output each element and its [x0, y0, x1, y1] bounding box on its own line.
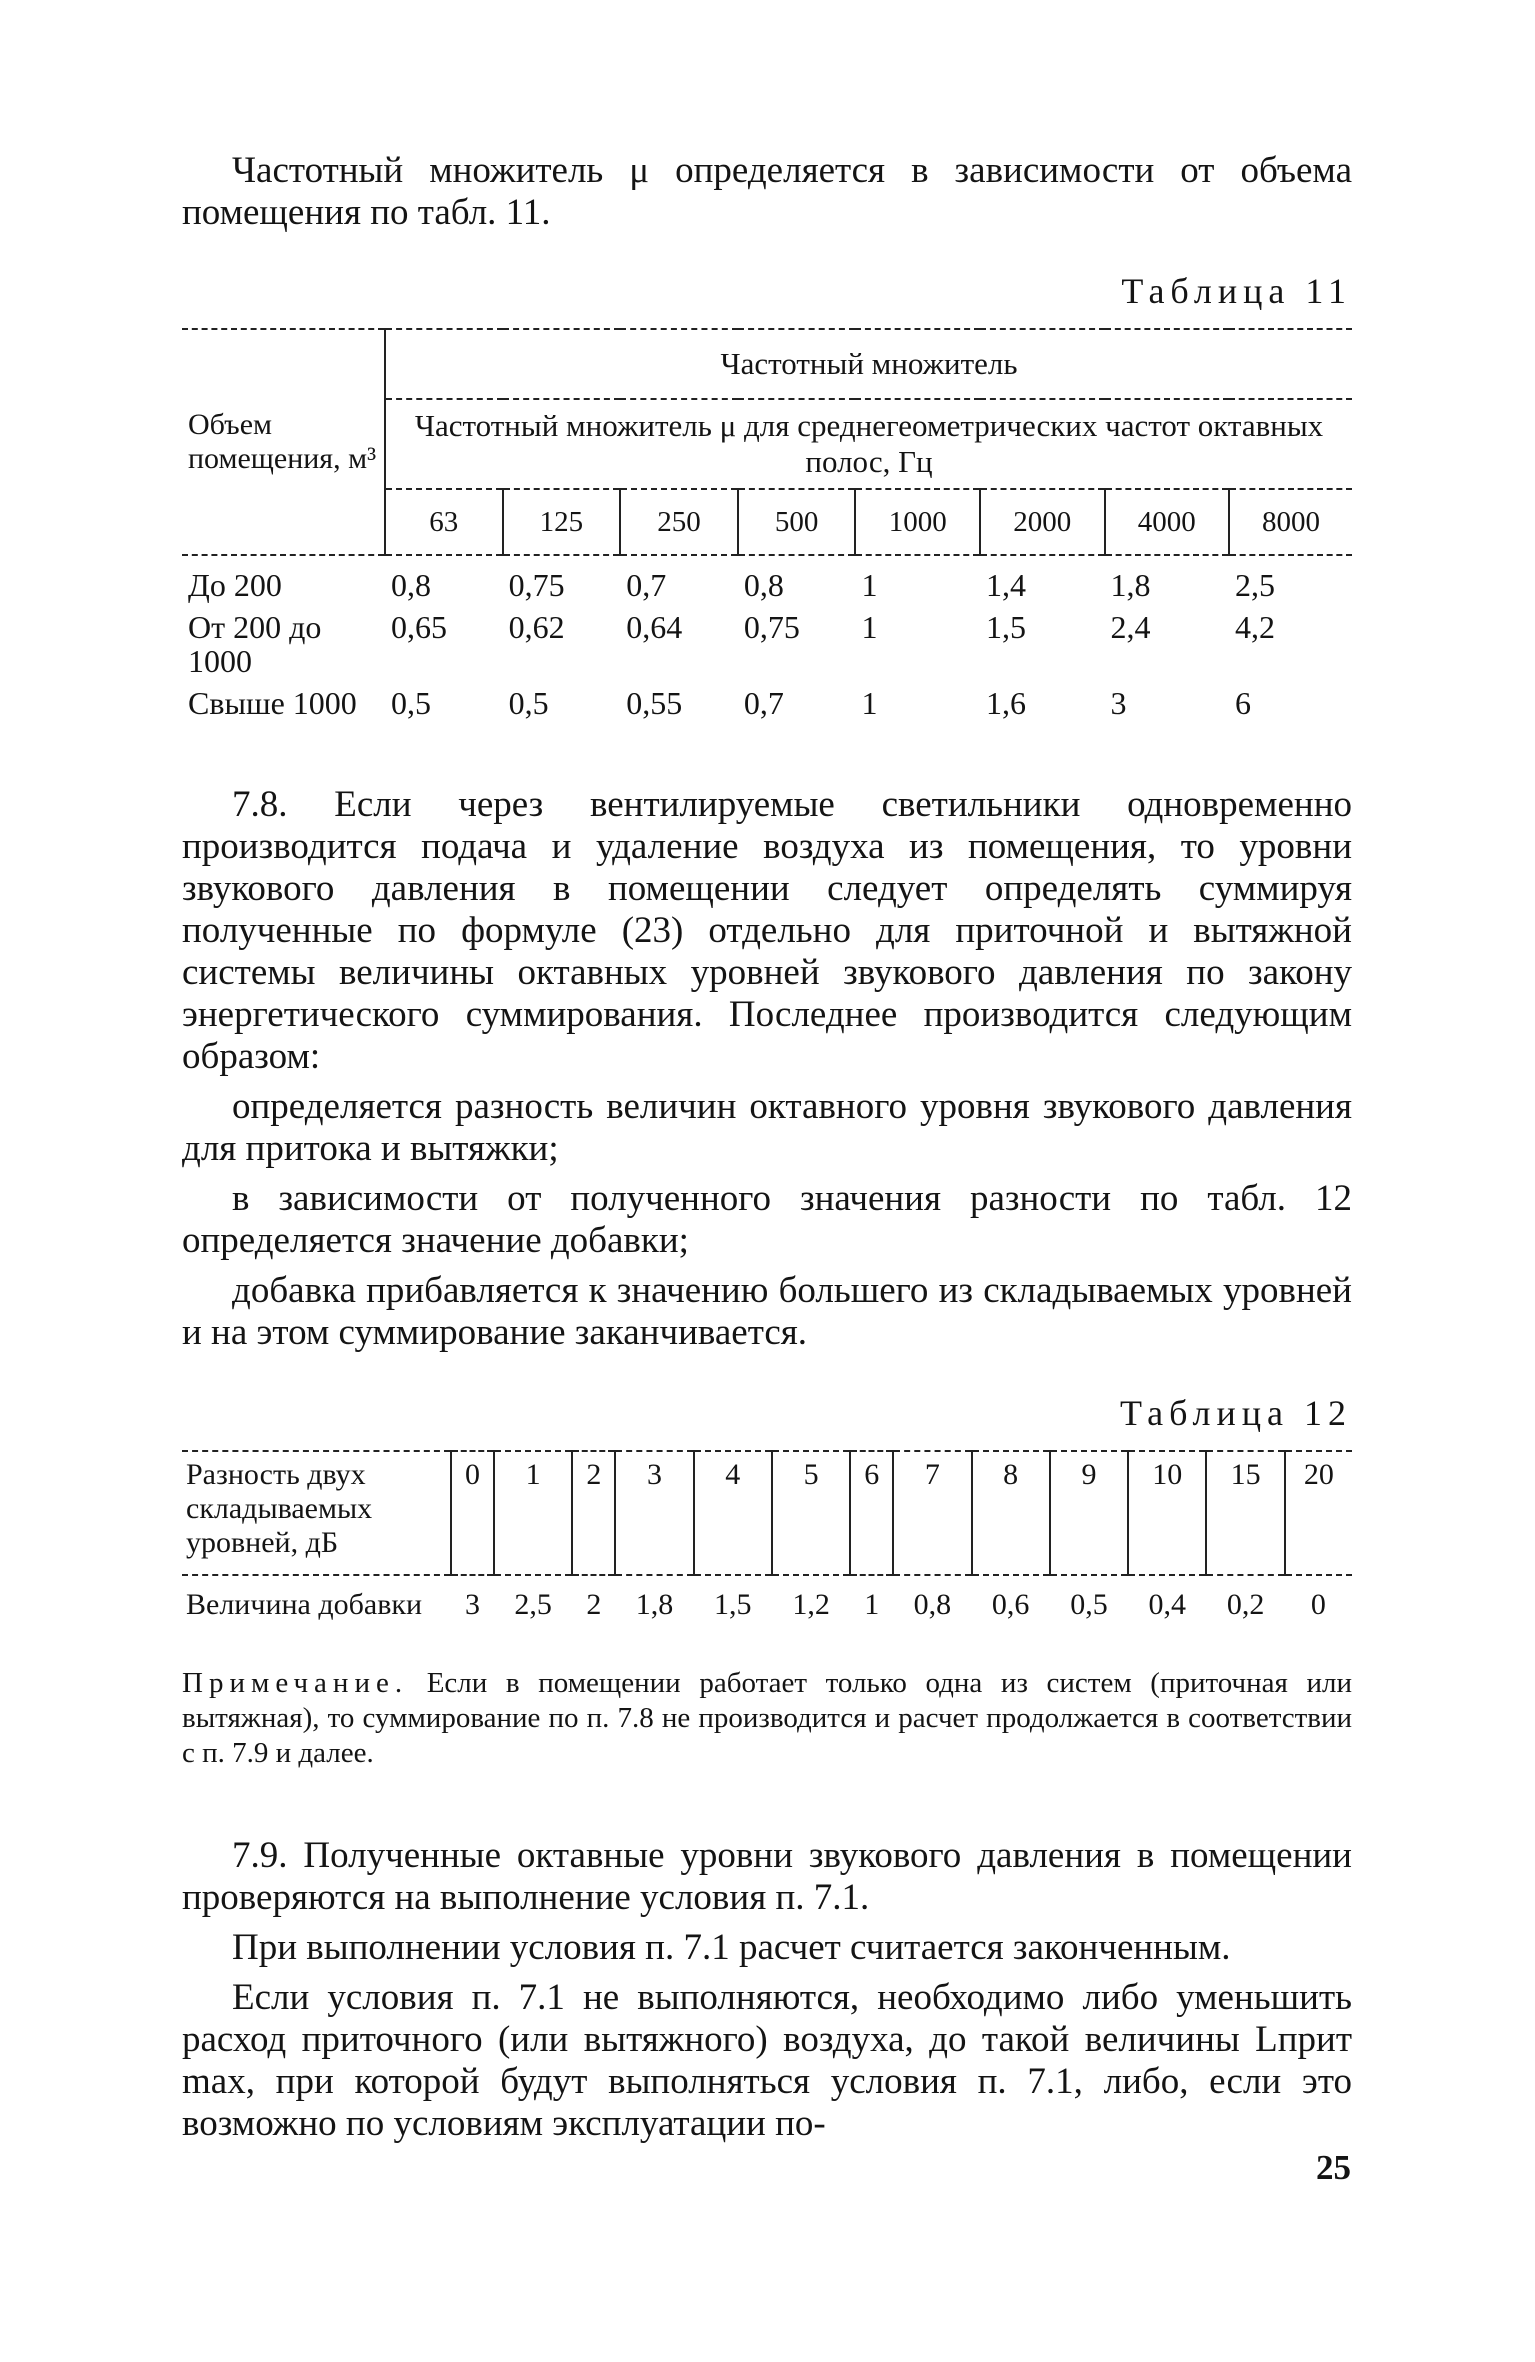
row-label: Свыше 1000: [188, 685, 357, 721]
freq-header: 250: [620, 489, 738, 555]
cell: 4: [694, 1451, 772, 1575]
paragraph: добавка прибавляется к значению большего из складываемых уровней и на этом суммирование заканчивается.: [182, 1270, 1352, 1353]
cell: 2: [586, 1588, 602, 1621]
table-12: [182, 1450, 1352, 1628]
row-label: Разность двух складываемых уровней, дБ: [182, 1451, 451, 1575]
paragraph: 7.9. Полученные октавные уровни звукового давления в помещении проверяются на выполнение условия п. 7.1.: [182, 1835, 1352, 1918]
cell: 0,8: [913, 1588, 952, 1621]
cell: 0,7: [743, 685, 784, 721]
cell: 3: [465, 1588, 480, 1621]
page-number: 25: [1316, 2148, 1351, 2187]
cell: 2,5: [514, 1588, 552, 1621]
cell: 2,4: [1110, 609, 1151, 645]
row-label: От 200 до 1000: [188, 609, 322, 679]
cell: 1: [864, 1588, 880, 1621]
cell: 0: [451, 1451, 494, 1575]
row-label: До 200: [188, 567, 282, 603]
note-text: Если в помещении работает только одна из систем (приточная или вытяжная), то суммирование по п. 7.8 не производится и расчет продолжается в соответствии с п. 7.9 и далее.: [182, 1667, 1352, 1769]
cell: 15: [1206, 1451, 1284, 1575]
table-row: [182, 682, 1352, 724]
cell: 0,62: [508, 609, 565, 645]
cell: 1,4: [985, 567, 1026, 603]
intro-paragraph: Частотный множитель μ определяется в зависимости от объема помещения по табл. 11.: [182, 150, 1352, 233]
cell: 0,8: [743, 567, 784, 603]
top-header: Частотный множитель: [385, 329, 1352, 399]
cell: 9: [1050, 1451, 1128, 1575]
cell: 2: [572, 1451, 615, 1575]
table-row: [182, 606, 1352, 682]
cell: 0,75: [508, 567, 565, 603]
note-label: Примечание.: [182, 1667, 409, 1699]
cell: 1: [494, 1451, 572, 1575]
table-row: [182, 555, 1352, 606]
paragraph: 7.8. Если через вентилируемые светильники одновременно производится подача и удаление воздуха из помещения, то уровни звукового давления в помещении следует определять суммируя полученные по формуле (23) отдельно для приточной и вытяжной системы величины октавных уровней звукового давления по закону энергетического суммирования. Последнее производится следующим образом:: [182, 784, 1352, 1077]
cell: 7: [893, 1451, 971, 1575]
cell: 1,6: [985, 685, 1026, 721]
cell: 1,2: [792, 1588, 830, 1621]
freq-header: 63: [385, 489, 503, 555]
cell: 10: [1128, 1451, 1206, 1575]
cell: 6: [850, 1451, 893, 1575]
cell: 0,2: [1226, 1588, 1265, 1621]
cell: 1,5: [714, 1588, 752, 1621]
paragraph: определяется разность величин октавного уровня звукового давления для притока и вытяжки;: [182, 1086, 1352, 1169]
cell: 0: [1310, 1588, 1326, 1621]
cell: 0,5: [508, 685, 549, 721]
paragraph: При выполнении условия п. 7.1 расчет считается законченным.: [232, 1927, 1231, 1968]
cell: 1,8: [1110, 567, 1151, 603]
cell: 3: [1110, 685, 1127, 721]
cell: 1,8: [635, 1588, 674, 1621]
cell: 3: [615, 1451, 693, 1575]
row-label: Величина добавки: [186, 1588, 423, 1621]
table-11: [182, 328, 1352, 724]
cell: 5: [772, 1451, 850, 1575]
freq-header: 500: [738, 489, 856, 555]
cell: 1,5: [985, 609, 1026, 645]
paragraph: Если условия п. 7.1 не выполняются, необходимо либо уменьшить расход приточного (или вытяжного) воздуха, до такой величины Lприт max, при которой будут выполняться условия п. 7.1, либо, если это возможно по условиям эксплуатации по-: [182, 1977, 1352, 2144]
freq-header: 2000: [980, 489, 1105, 555]
cell: 1: [861, 567, 878, 603]
cell: 4,2: [1235, 609, 1276, 645]
freq-header: 4000: [1105, 489, 1230, 555]
freq-header: 125: [503, 489, 621, 555]
document-page: [182, 150, 1352, 2145]
table-12-caption: Таблица 12: [1120, 1393, 1352, 1433]
cell: 0,8: [391, 567, 431, 603]
cell: 0,55: [626, 685, 683, 721]
table-note: [182, 1666, 1352, 1771]
table-11-caption: Таблица 11: [1121, 271, 1352, 311]
cell: 1: [861, 609, 878, 645]
cell: 0,65: [391, 609, 447, 645]
cell: 0,5: [391, 685, 431, 721]
sub-header: Частотный множитель μ для среднегеометрических частот октавных полос, Гц: [414, 408, 1324, 479]
cell: 20: [1303, 1458, 1334, 1491]
paragraph: в зависимости от полученного значения разности по табл. 12 определяется значение добавки;: [182, 1178, 1352, 1261]
section-7-9: [182, 1835, 1352, 2145]
section-7-8: [182, 784, 1352, 1354]
cell: 0,6: [991, 1588, 1030, 1621]
cell: 0,75: [743, 609, 800, 645]
volume-header: Объем помещения, м³: [182, 329, 385, 555]
cell: 0,5: [1070, 1588, 1108, 1621]
freq-header: 8000: [1262, 505, 1321, 538]
cell: 0,4: [1148, 1588, 1187, 1621]
cell: 0,7: [626, 567, 667, 603]
cell: 8: [972, 1451, 1050, 1575]
freq-header: 1000: [855, 489, 980, 555]
cell: 6: [1235, 685, 1252, 721]
cell: 0,64: [626, 609, 683, 645]
cell: 1: [861, 685, 878, 721]
cell: 2,5: [1235, 567, 1276, 603]
